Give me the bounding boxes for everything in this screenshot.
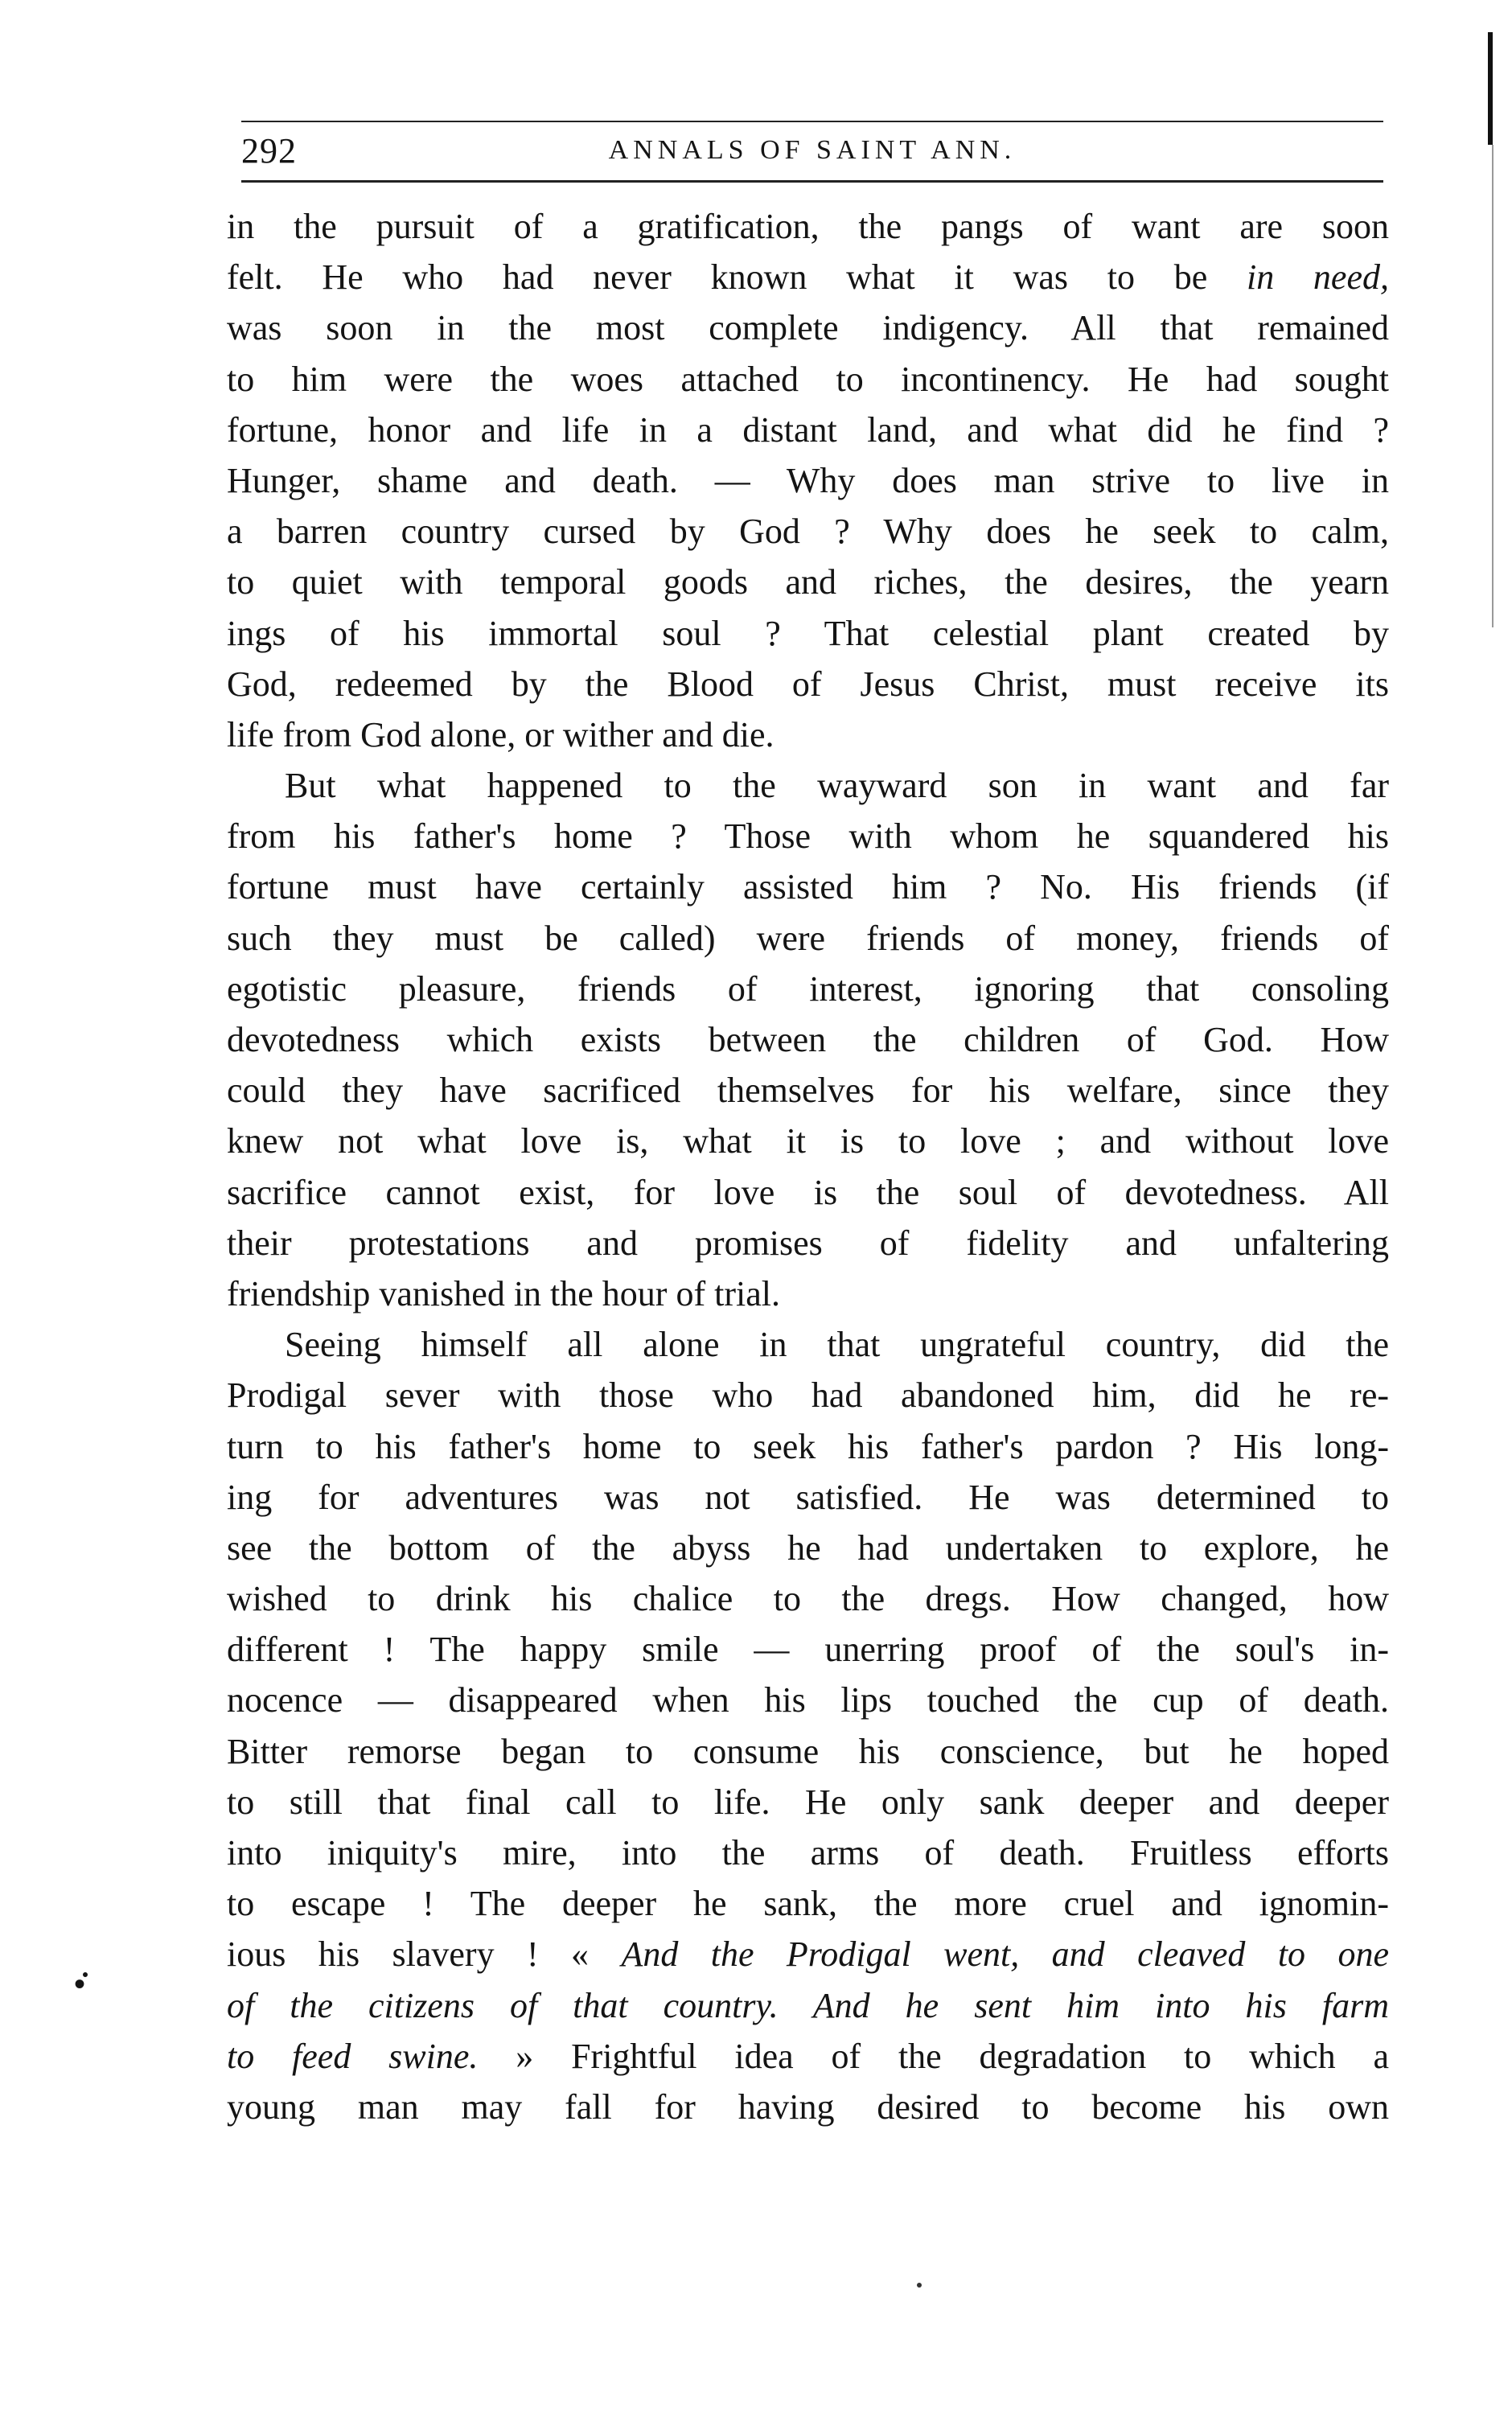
page-header bbox=[241, 125, 1383, 182]
text-line: knew not what love is, what it is to love ; and without love bbox=[227, 1121, 1389, 1161]
text-line: But what happened to the wayward son in want and far bbox=[285, 766, 1389, 806]
text-line: Hunger, shame and death. — Why does man strive to live in bbox=[227, 460, 1389, 500]
text-line: a barren country cursed by God ? Why does he seek to calm, bbox=[227, 512, 1389, 552]
text-line: God, redeemed by the Blood of Jesus Christ, must receive its bbox=[227, 664, 1389, 704]
text-line: felt. He who had never known what it was to be in need, bbox=[227, 257, 1389, 298]
text-line: ing for adventures was not satisfied. He was determined to bbox=[227, 1477, 1389, 1517]
text-line: to him were the woes attached to incontinency. He had sought bbox=[227, 359, 1389, 399]
text-line: see the bottom of the abyss he had undertaken to explore, he bbox=[227, 1527, 1389, 1568]
text-line: egotistic pleasure, friends of interest, ignoring that consoling bbox=[227, 968, 1389, 1009]
ink-speck bbox=[917, 2283, 922, 2288]
text-line: such they must be called) were friends of money, friends of bbox=[227, 918, 1389, 958]
text-line: Seeing himself all alone in that ungrateful country, did the bbox=[285, 1325, 1389, 1365]
header-rule-top bbox=[241, 121, 1383, 122]
text-line: ious his slavery ! « And the Prodigal went, and cleaved to one bbox=[227, 1934, 1389, 1975]
scan-edge-mark bbox=[1488, 32, 1493, 145]
text-line: different ! The happy smile — unerring proof of the soul's in- bbox=[227, 1630, 1389, 1670]
text-line: into iniquity's mire, into the arms of death. Fruitless efforts bbox=[227, 1833, 1389, 1873]
scan-edge-line bbox=[1492, 145, 1494, 627]
text-line: Bitter remorse began to consume his conscience, but he hoped bbox=[227, 1731, 1389, 1771]
margin-mark: •̇ bbox=[74, 1966, 86, 2002]
text-line: turn to his father's home to seek his father's pardon ? His long- bbox=[227, 1426, 1389, 1466]
text-line: in the pursuit of a gratification, the pangs of want are soon bbox=[227, 207, 1389, 246]
text-line: to still that final call to life. He only sank deeper and deeper bbox=[227, 1782, 1389, 1822]
text-line: life from God alone, or wither and die. bbox=[227, 714, 774, 754]
text-line: of the citizens of that country. And he sent him into his farm bbox=[227, 1985, 1389, 2025]
text-line: to escape ! The deeper he sank, the more cruel and ignomin- bbox=[227, 1884, 1389, 1924]
body-text bbox=[227, 201, 1389, 2132]
text-line: devotedness which exists between the children of God. How bbox=[227, 1020, 1389, 1059]
header-rule-bottom bbox=[241, 180, 1383, 183]
text-line: could they have sacrificed themselves for his welfare, since they bbox=[227, 1071, 1389, 1111]
text-line: nocence — disappeared when his lips touched the cup of death. bbox=[227, 1680, 1389, 1720]
text-line: young man may fall for having desired to become his own bbox=[227, 2086, 1389, 2127]
text-line: to feed swine. » Frightful idea of the degradation to which a bbox=[227, 2036, 1389, 2076]
text-line: fortune must have certainly assisted him ? No. His friends (if bbox=[227, 867, 1389, 907]
text-line: wished to drink his chalice to the dregs. How changed, how bbox=[227, 1579, 1389, 1619]
text-line: Prodigal sever with those who had abandoned him, did he re- bbox=[227, 1375, 1389, 1416]
text-line: to quiet with temporal goods and riches, the desires, the yearn bbox=[227, 562, 1389, 602]
text-line: was soon in the most complete indigency. All that remained bbox=[227, 308, 1389, 348]
text-line: sacrifice cannot exist, for love is the soul of devotedness. All bbox=[227, 1172, 1389, 1212]
text-line: from his father's home ? Those with whom he squandered his bbox=[227, 816, 1389, 857]
text-line: ings of his immortal soul ? That celestial plant created by bbox=[227, 613, 1389, 653]
page-number: 292 bbox=[241, 131, 297, 171]
text-line: their protestations and promises of fidelity and unfaltering bbox=[227, 1223, 1389, 1263]
text-line: friendship vanished in the hour of trial. bbox=[227, 1273, 780, 1313]
text-line: fortune, honor and life in a distant land, and what did he find ? bbox=[227, 409, 1389, 450]
running-title: ANNALS OF SAINT ANN. bbox=[608, 135, 1017, 165]
